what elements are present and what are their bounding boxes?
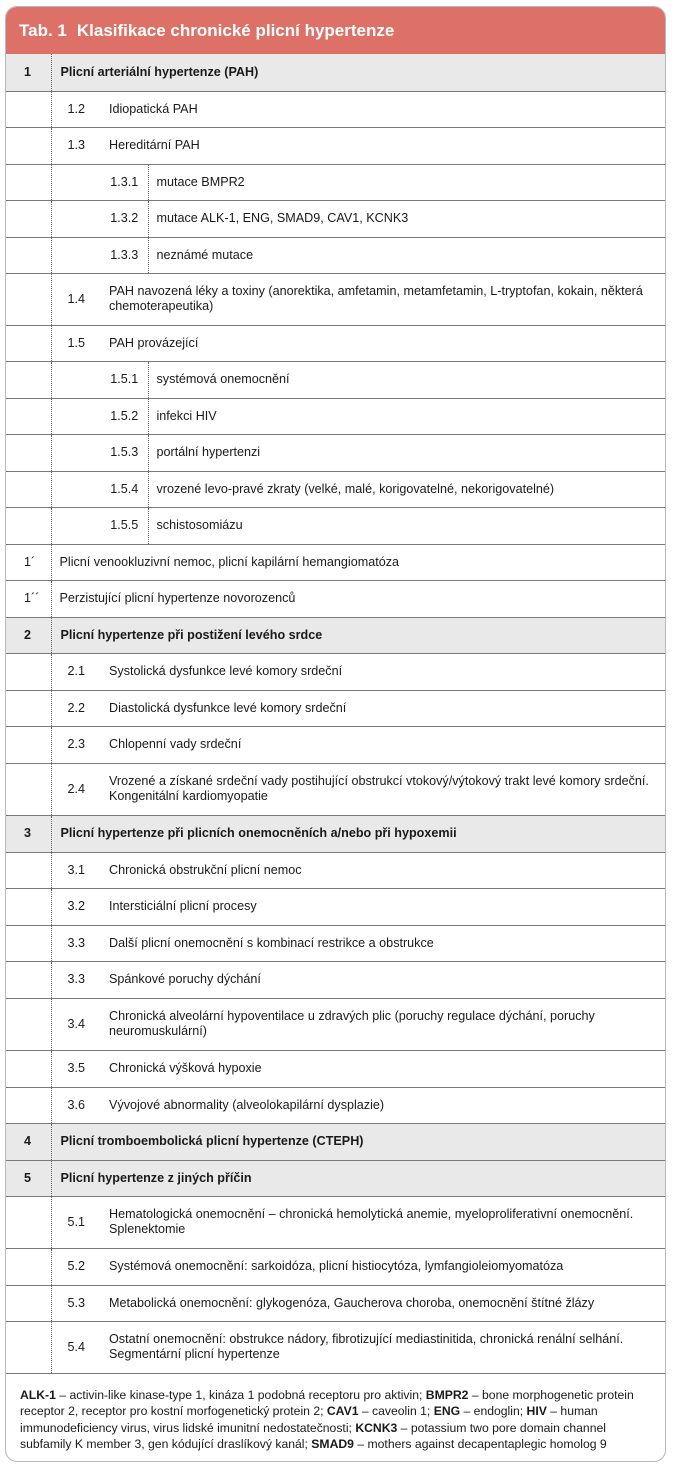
- row-text: Intersticiální plicní procesy: [109, 899, 257, 913]
- row-text: portální hypertenzi: [156, 445, 261, 459]
- row-number: 3.2: [67, 899, 85, 913]
- table-section-row: [6, 1123, 665, 1160]
- table-row: [6, 361, 665, 398]
- row-text: Plicní arteriální hypertenze (PAH): [60, 64, 259, 79]
- row-number: 1´: [6, 544, 51, 580]
- row-indent-cell: [6, 763, 51, 815]
- row-number: 2.4: [67, 781, 85, 796]
- row-indent-cell: [51, 164, 101, 200]
- row-number: 5.3: [67, 1295, 85, 1310]
- table-row: [6, 200, 665, 237]
- row-indent-cell: [6, 998, 51, 1050]
- abbreviation-definition: – caveolin 1;: [358, 1404, 434, 1418]
- table-row: [6, 1321, 665, 1373]
- abbreviation-term: HIV: [526, 1404, 547, 1418]
- row-indent-cell: [6, 1248, 51, 1285]
- abbreviation-definition: – mothers against decapentaplegic homolog 9: [353, 1437, 607, 1451]
- abbreviation-term: BMPR2: [425, 1387, 469, 1402]
- table-row: [6, 471, 665, 507]
- table-row: [6, 1050, 665, 1087]
- classification-table-card: [5, 6, 666, 1462]
- row-number: 5.4: [67, 1339, 85, 1354]
- row-text: vrozené levo-pravé zkraty (velké, malé, korigovatelné, nekorigovatelné): [156, 481, 555, 496]
- table-row: [6, 998, 665, 1050]
- row-text: PAH provázející: [109, 335, 199, 350]
- table-section-row: [6, 1160, 665, 1196]
- row-indent-cell: [6, 471, 51, 507]
- abbreviation-term: ALK-1: [20, 1387, 56, 1402]
- table-row: [6, 91, 665, 127]
- abbreviation-term: ENG: [433, 1404, 461, 1418]
- row-indent-cell: [6, 200, 51, 237]
- table-row: [6, 1087, 665, 1123]
- table-title-bar: [6, 7, 665, 54]
- abbreviation-term: KCNK3: [355, 1420, 398, 1435]
- row-number: 1.5.1: [101, 361, 148, 398]
- row-text: Plicní hypertenze při postižení levého srdce: [60, 627, 323, 642]
- row-indent-cell: [51, 200, 101, 237]
- row-indent-cell: [51, 507, 101, 544]
- row-number: 5.2: [67, 1259, 85, 1273]
- row-indent-cell: [6, 852, 51, 888]
- table-section-row: [6, 544, 665, 580]
- table-row: [6, 925, 665, 961]
- row-indent-cell: [6, 91, 51, 127]
- row-number: 1.3: [67, 138, 85, 152]
- table-section-row: [6, 580, 665, 617]
- abbreviations-footnote: [6, 1374, 665, 1453]
- row-indent-cell: [6, 164, 51, 200]
- row-number: 2.2: [67, 700, 85, 715]
- table-row: [6, 852, 665, 888]
- table-section-row: [6, 617, 665, 653]
- abbreviation-definition: – activin-like kinase-type 1, kináza 1 podobná receptoru pro aktivin;: [55, 1387, 426, 1402]
- row-text: Plicní tromboembolická plicní hypertenze (CTEPH): [60, 1134, 364, 1148]
- table-row: [6, 237, 665, 273]
- row-text: Vrozené a získané srdeční vady postihující obstrukcí vtokový/výtokový trakt levé komory srdeční. Kongenitální kardiomyopatie: [109, 774, 649, 803]
- row-indent-cell: [6, 1050, 51, 1087]
- table-row: [6, 763, 665, 815]
- row-indent-cell: [51, 361, 101, 398]
- table-row: [6, 653, 665, 690]
- row-text: Vývojové abnormality (alveolokapilární dysplazie): [109, 1097, 385, 1112]
- table-section-row: [6, 54, 665, 91]
- table-row: [6, 690, 665, 726]
- row-number: 1.3.1: [101, 164, 148, 200]
- row-indent-cell: [6, 653, 51, 690]
- row-number: 2.1: [67, 664, 85, 678]
- row-text: Idiopatická PAH: [109, 101, 198, 116]
- row-number: 5: [6, 1160, 51, 1196]
- abbreviation-definition: – bone morphogenetic protein receptor 2, receptor pro kostní morfogenetický protein 2;: [20, 1387, 634, 1418]
- row-number: 5.1: [67, 1214, 85, 1229]
- row-indent-cell: [6, 398, 51, 434]
- row-text: Metabolická onemocnění: glykogenóza, Gaucherova choroba, onemocnění štítné žlázy: [109, 1295, 595, 1310]
- row-text: Perzistující plicní hypertenze novorozenců: [59, 591, 296, 605]
- abbreviation-term: SMAD9: [311, 1437, 354, 1451]
- row-indent-cell: [6, 273, 51, 325]
- row-text: mutace ALK-1, ENG, SMAD9, CAV1, KCNK3: [156, 211, 409, 225]
- row-text: mutace BMPR2: [156, 174, 245, 189]
- row-text: Plicní hypertenze při plicních onemocněních a/nebo při hypoxemii: [60, 826, 457, 840]
- table-row: [6, 1285, 665, 1321]
- row-text: infekci HIV: [156, 408, 217, 423]
- row-text: Spánkové poruchy dýchání: [109, 972, 261, 986]
- row-indent-cell: [6, 1087, 51, 1123]
- row-number: 1.2: [67, 101, 85, 116]
- row-text: neznámé mutace: [156, 247, 254, 262]
- row-indent-cell: [6, 1285, 51, 1321]
- row-indent-cell: [51, 237, 101, 273]
- row-number: 3: [6, 815, 51, 852]
- row-text: Systémová onemocnění: sarkoidóza, plicní histiocytóza, lymfangioleiomyomatóza: [109, 1259, 564, 1273]
- row-number: 3.3: [67, 935, 85, 950]
- row-indent-cell: [6, 1196, 51, 1248]
- row-number: 1: [6, 54, 51, 91]
- row-text: Chronická výšková hypoxie: [109, 1061, 262, 1075]
- row-indent-cell: [51, 471, 101, 507]
- row-number: 4: [6, 1123, 51, 1160]
- row-number: 1.3.2: [101, 200, 148, 237]
- row-text: schistosomiázu: [156, 518, 243, 532]
- row-indent-cell: [6, 237, 51, 273]
- row-text: systémová onemocnění: [156, 372, 290, 386]
- row-number: 3.4: [67, 1016, 85, 1031]
- row-indent-cell: [6, 690, 51, 726]
- row-number: 1.5.5: [101, 507, 148, 544]
- row-number: 3.3: [67, 972, 85, 986]
- row-text: Systolická dysfunkce levé komory srdeční: [109, 664, 343, 678]
- table-section-row: [6, 815, 665, 852]
- table-row: [6, 888, 665, 925]
- table-row: [6, 507, 665, 544]
- row-indent-cell: [51, 398, 101, 434]
- row-text: Plicní venookluzivní nemoc, plicní kapilární hemangiomatóza: [59, 554, 400, 569]
- row-text: Plicní hypertenze z jiných příčin: [60, 1170, 252, 1185]
- row-number: 1´´: [6, 580, 51, 617]
- table-row: [6, 164, 665, 200]
- table-row: [6, 1248, 665, 1285]
- row-number: 1.4: [67, 291, 85, 306]
- row-number: 3.1: [67, 862, 85, 877]
- table-row: [6, 398, 665, 434]
- row-indent-cell: [6, 961, 51, 998]
- table-row: [6, 273, 665, 325]
- table-row: [6, 726, 665, 763]
- table-row: [6, 1196, 665, 1248]
- abbreviation-definition: – human immunodeficiency virus, virus lidské imunitní nedostatečnosti;: [20, 1404, 598, 1435]
- table-row: [6, 127, 665, 164]
- row-text: PAH navozená léky a toxiny (anorektika, amfetamin, metamfetamin, L-tryptofan, kokain, některá chemoterapeutika): [109, 284, 643, 313]
- abbreviation-definition: – potassium two pore domain channel subfamily K member 3, gen kódující draslíkový kanál;: [20, 1420, 606, 1451]
- table-number: Tab. 1: [19, 20, 67, 40]
- row-number: 1.5.4: [101, 471, 148, 507]
- abbreviation-definition: – endoglin;: [460, 1404, 527, 1418]
- row-indent-cell: [6, 127, 51, 164]
- row-indent-cell: [6, 361, 51, 398]
- row-text: Diastolická dysfunkce levé komory srdeční: [109, 700, 347, 715]
- row-indent-cell: [6, 888, 51, 925]
- table-row: [6, 325, 665, 361]
- row-indent-cell: [6, 726, 51, 763]
- row-indent-cell: [6, 434, 51, 471]
- row-number: 3.6: [67, 1097, 85, 1112]
- table-title: Klasifikace chronické plicní hypertenze: [76, 20, 395, 40]
- row-number: 1.5.2: [101, 398, 148, 434]
- row-text: Chlopenní vady srdeční: [109, 737, 242, 751]
- row-indent-cell: [6, 925, 51, 961]
- row-indent-cell: [6, 1321, 51, 1373]
- row-number: 2.3: [67, 737, 85, 751]
- row-text: Chronická obstrukční plicní nemoc: [109, 862, 302, 877]
- row-number: 2: [6, 617, 51, 653]
- row-number: 1.3.3: [101, 237, 148, 273]
- row-text: Hereditární PAH: [109, 138, 200, 152]
- row-text: Další plicní onemocnění s kombinací restrikce a obstrukce: [109, 935, 434, 950]
- row-text: Chronická alveolární hypoventilace u zdravých plic (poruchy regulace dýchání, poruchy neuromuskulární): [109, 1009, 595, 1038]
- classification-table: [6, 54, 665, 1374]
- table-row: [6, 961, 665, 998]
- table-row: [6, 434, 665, 471]
- row-indent-cell: [6, 325, 51, 361]
- row-number: 3.5: [67, 1061, 85, 1075]
- row-number: 1.5: [67, 335, 85, 350]
- row-indent-cell: [51, 434, 101, 471]
- row-indent-cell: [6, 507, 51, 544]
- row-number: 1.5.3: [101, 434, 148, 471]
- row-text: Hematologická onemocnění – chronická hemolytická anemie, myeloproliferativní onemocnění. Splenektomie: [109, 1207, 634, 1236]
- abbreviation-term: CAV1: [326, 1404, 359, 1418]
- row-text: Ostatní onemocnění: obstrukce nádory, fibrotizující mediastinitida, chronická renální selhání. Segmentární plicní hypertenze: [109, 1332, 624, 1361]
